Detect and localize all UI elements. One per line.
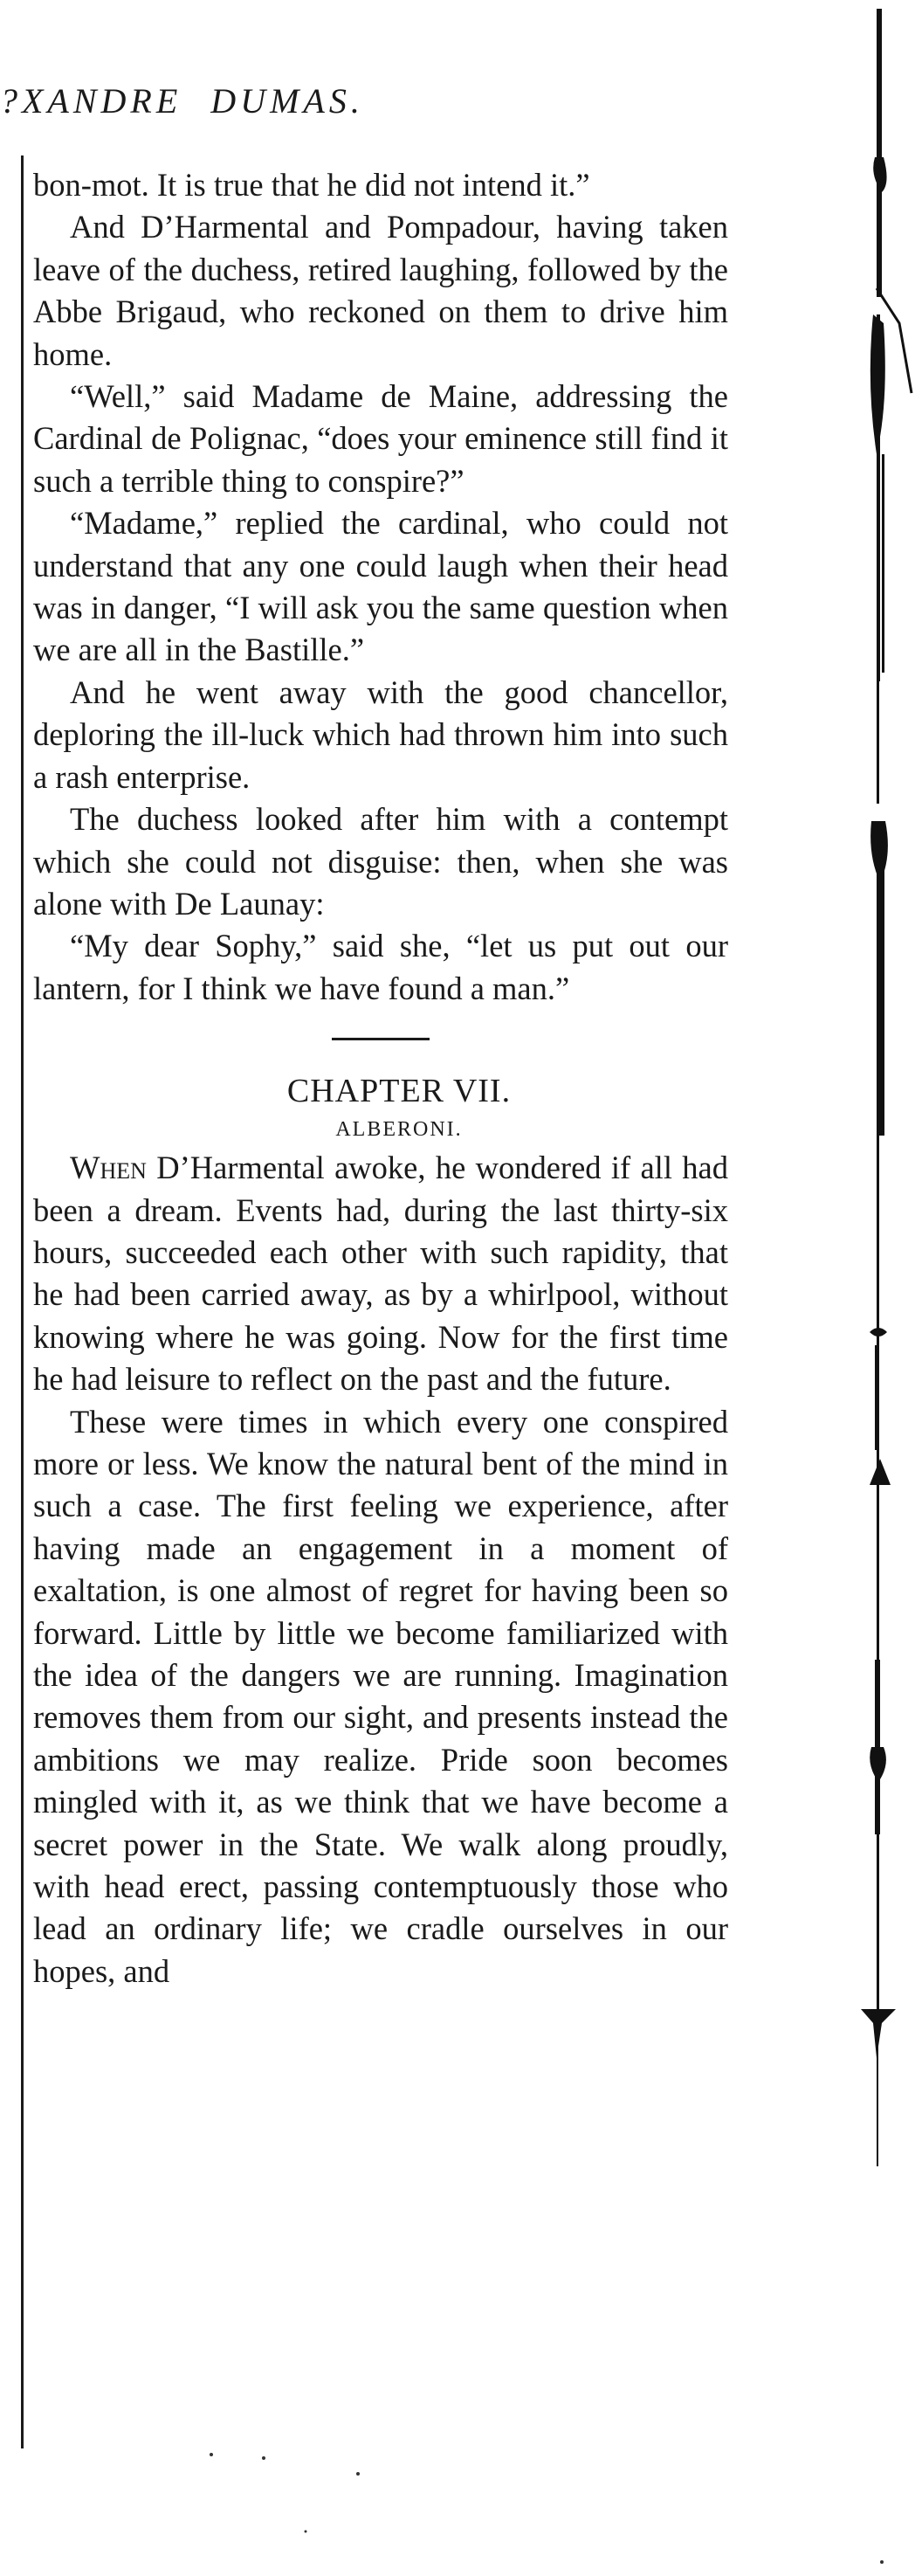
section-separator [332, 1038, 430, 1040]
chapter-title: CHAPTER VII. [286, 1073, 512, 1110]
paragraph: “Madame,” replied the cardinal, who could not understand that any one could laugh when their head was in danger, “I will ask you the same question when we are all in the Bastille.” [33, 505, 728, 668]
paragraph: The duchess looked after him with a contempt which she could not disguise: then, when she was alone with De Launay: [33, 801, 728, 922]
paragraph: “My dear Sophy,” said she, “let us put out our lantern, for I think we have found a man.” [33, 928, 728, 1006]
chapter-subtitle: ALBERONI. [335, 1118, 463, 1142]
paragraph: And he went away with the good chancellor, deploring the ill-luck which had thrown him into such a rash enterprise. [33, 673, 728, 795]
text-column [33, 164, 728, 1992]
page-binding-edge [821, 0, 922, 2576]
page-specks [0, 2428, 922, 2576]
column-rule [21, 155, 24, 2448]
opening-word: When [70, 1150, 147, 1186]
paragraph: These were times in which every one conspired more or less. We know the natural bent of the mind in such a case. The first feeling we experience, after having made an engagement in a moment of exaltation, is one almost of regret for having been so forward. Little by little we become familiarized with the idea of the dangers we are running. Imagination removes them from our sight, and presents instead the ambitions we may realize. Pride soon becomes mingled with it, as we think that we have become a secret power in the State. We walk along proudly, with head erect, passing contemptuously those who lead an ordinary life; we cradle ourselves in our hopes, and [33, 1403, 728, 1989]
paragraph: And D’Harmental and Pompadour, having taken leave of the duchess, retired laughing, followed by the Abbe Brigaud, who reckoned on them to drive him home. [33, 209, 728, 372]
chapter-opening-paragraph [33, 1147, 728, 1400]
paragraph: “Well,” said Madame de Maine, addressing the Cardinal de Polignac, “does your eminence still find it such a terrible thing to conspire?” [33, 378, 728, 499]
paragraph: bon-mot. It is true that he did not intend it.” [33, 167, 590, 203]
opening-text: D’Harmental awoke, he wondered if all had been a dream. Events had, during the last thirty-six hours, succeeded each other with such rapidity, that he had been carried away, as by a whirlpool, without knowing where he was going. Now for the first time he had leisure to reflect on the past and the future. [33, 1150, 728, 1398]
running-header: ?XANDRE DUMAS. [0, 81, 364, 121]
